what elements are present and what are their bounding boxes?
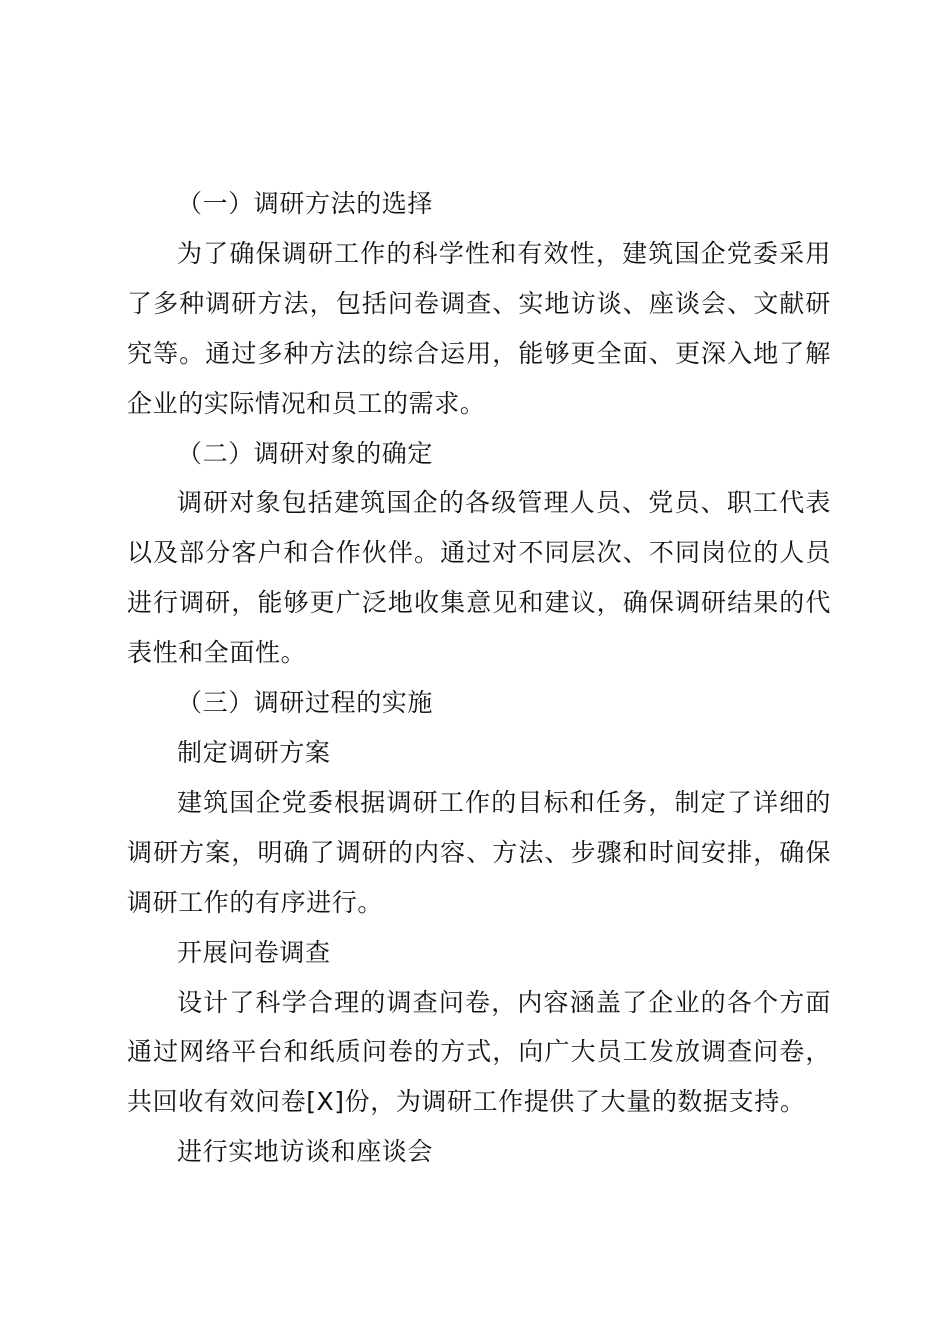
paragraph-subjects: 调研对象包括建筑国企的各级管理人员、党员、职工代表以及部分客户和合作伙伴。通过对不同层次、不同岗位的人员进行调研，能够更广泛地收集意见和建议，确保调研结果的代表性和全面性。 bbox=[127, 488, 831, 668]
subheading-survey: 开展问卷调查 bbox=[177, 937, 331, 967]
section-heading-process: （三）调研过程的实施 bbox=[177, 688, 434, 718]
section-heading-methods: （一）调研方法的选择 bbox=[177, 189, 434, 218]
subheading-interviews: 进行实地访谈和座谈会 bbox=[177, 1137, 434, 1167]
document-body bbox=[127, 179, 831, 1177]
paragraph-survey: 设计了科学合理的调查问卷，内容涵盖了企业的各个方面通过网络平台和纸质问卷的方式，向广大员工发放调查问卷，共回收有效问卷[X]份，为调研工作提供了大量的数据支持。 bbox=[127, 987, 831, 1117]
paragraph-methods: 为了确保调研工作的科学性和有效性，建筑国企党委采用了多种调研方法，包括问卷调查、实地访谈、座谈会、文献研究等。通过多种方法的综合运用，能够更全面、更深入地了解企业的实际情况和员工的需求。 bbox=[127, 238, 831, 418]
subheading-plan: 制定调研方案 bbox=[177, 737, 331, 767]
paragraph-plan: 建筑国企党委根据调研工作的目标和任务，制定了详细的调研方案，明确了调研的内容、方法、步骤和时间安排，确保调研工作的有序进行。 bbox=[127, 787, 831, 917]
section-heading-subjects: （二）调研对象的确定 bbox=[177, 438, 434, 468]
